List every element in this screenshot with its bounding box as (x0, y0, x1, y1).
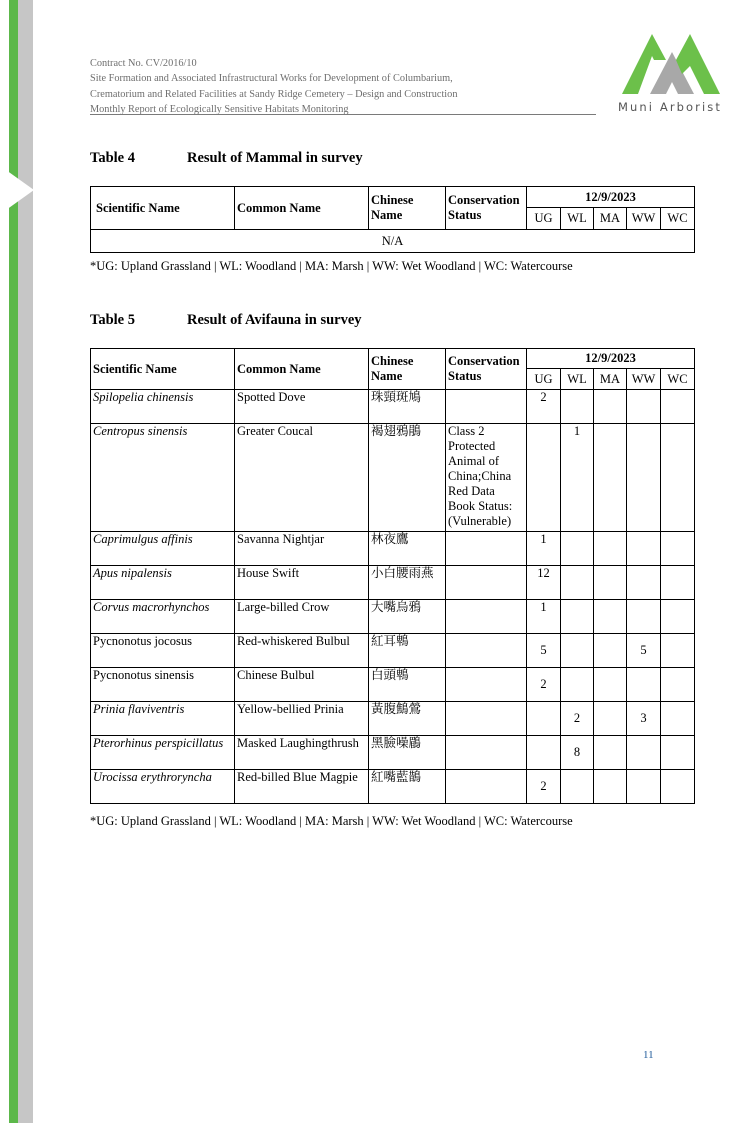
count-wc-cell (661, 770, 695, 804)
conservation-status-cell (446, 532, 527, 566)
col-ug: UG (527, 369, 561, 390)
scientific-name-cell: Urocissa erythroryncha (91, 770, 235, 804)
mammal-table (90, 186, 695, 253)
col-ma: MA (594, 208, 627, 230)
chinese-name-cell: 紅耳鵯 (369, 634, 446, 668)
col-conservation-status: Conservation Status (446, 349, 527, 390)
chinese-name-cell: 褐翅鴉鵑 (369, 424, 446, 532)
count-wc-cell (661, 634, 695, 668)
count-wc-cell (661, 668, 695, 702)
document-header (90, 56, 596, 117)
count-ww-cell: 5 (627, 634, 661, 668)
count-ww-cell (627, 770, 661, 804)
count-ug-cell (527, 424, 561, 532)
count-wc-cell (661, 736, 695, 770)
header-project-line-2: Crematorium and Related Facilities at Sandy Ridge Cemetery – Design and Construction (90, 88, 458, 100)
common-name-cell: Greater Coucal (235, 424, 369, 532)
scientific-name-cell: Spilopelia chinensis (91, 390, 235, 424)
count-wl-cell (561, 634, 594, 668)
conservation-status-cell (446, 668, 527, 702)
scientific-name-cell: Pycnonotus jocosus (91, 634, 235, 668)
col-ma: MA (594, 369, 627, 390)
table4-footnote: *UG: Upland Grassland | WL: Woodland | MA: Marsh | WW: Wet Woodland | WC: Watercourse (90, 259, 573, 273)
col-common-name: Common Name (235, 187, 369, 230)
common-name-cell: Red-whiskered Bulbul (235, 634, 369, 668)
chinese-name-cell: 珠頸斑鳩 (369, 390, 446, 424)
chinese-name-cell: 白頭鵯 (369, 668, 446, 702)
table4-caption (90, 150, 363, 167)
count-wl-cell (561, 532, 594, 566)
table-row (91, 600, 695, 634)
side-bar-grey (18, 0, 33, 1123)
header-rule (90, 114, 596, 115)
count-wl-cell (561, 390, 594, 424)
count-wl-cell: 1 (561, 424, 594, 532)
avifauna-rows (91, 390, 695, 804)
count-ug-cell: 1 (527, 532, 561, 566)
table5-title: Result of Avifauna in survey (187, 312, 362, 328)
chinese-name-cell: 大嘴烏鴉 (369, 600, 446, 634)
count-wl-cell: 8 (561, 736, 594, 770)
common-name-cell: Chinese Bulbul (235, 668, 369, 702)
count-ww-cell: 3 (627, 702, 661, 736)
count-ug-cell: 5 (527, 634, 561, 668)
header-report-line: Monthly Report of Ecologically Sensitive Habitats Monitoring (90, 103, 349, 115)
table-row (91, 634, 695, 668)
table4-title: Result of Mammal in survey (187, 150, 363, 166)
count-ug-cell: 1 (527, 600, 561, 634)
count-ug-cell: 2 (527, 390, 561, 424)
count-ww-cell (627, 600, 661, 634)
conservation-status-cell (446, 390, 527, 424)
conservation-status-cell (446, 736, 527, 770)
count-ug-cell: 12 (527, 566, 561, 600)
table-row (91, 702, 695, 736)
scientific-name-cell: Centropus sinensis (91, 424, 235, 532)
conservation-status-cell (446, 634, 527, 668)
common-name-cell: Spotted Dove (235, 390, 369, 424)
scientific-name-cell: Pterorhinus perspicillatus (91, 736, 235, 770)
scientific-name-cell: Pycnonotus sinensis (91, 668, 235, 702)
side-bar-notch (6, 170, 34, 210)
count-ww-cell (627, 424, 661, 532)
col-common-name: Common Name (235, 349, 369, 390)
col-scientific-name: Scientific Name (91, 349, 235, 390)
count-ma-cell (594, 600, 627, 634)
table5-footnote: *UG: Upland Grassland | WL: Woodland | MA: Marsh | WW: Wet Woodland | WC: Watercourse (90, 814, 573, 828)
count-ma-cell (594, 736, 627, 770)
table-row (91, 566, 695, 600)
count-ma-cell (594, 424, 627, 532)
conservation-status-cell (446, 566, 527, 600)
col-wc: WC (661, 208, 695, 230)
chinese-name-cell: 黃腹鷦鶯 (369, 702, 446, 736)
common-name-cell: Yellow-bellied Prinia (235, 702, 369, 736)
count-wl-cell (561, 600, 594, 634)
table5-caption (90, 312, 362, 329)
col-chinese-name: Chinese Name (369, 349, 446, 390)
header-contract-line: Contract No. CV/2016/10 (90, 58, 197, 69)
table-row (91, 424, 695, 532)
mammal-empty-cell: N/A (91, 230, 695, 253)
count-wl-cell (561, 770, 594, 804)
table-row (91, 770, 695, 804)
conservation-status-cell (446, 702, 527, 736)
scientific-name-cell: Corvus macrorhynchos (91, 600, 235, 634)
scientific-name-cell: Caprimulgus affinis (91, 532, 235, 566)
count-wl-cell: 2 (561, 702, 594, 736)
count-wl-cell (561, 668, 594, 702)
page-number: 11 (643, 1049, 654, 1061)
table-row (91, 668, 695, 702)
col-conservation-status: Conservation Status (446, 187, 527, 230)
count-ww-cell (627, 390, 661, 424)
table4-number: Table 4 (90, 150, 135, 166)
table-row (91, 532, 695, 566)
count-ww-cell (627, 668, 661, 702)
conservation-status-cell (446, 600, 527, 634)
col-survey-date: 12/9/2023 (527, 349, 695, 369)
count-ug-cell: 2 (527, 770, 561, 804)
col-wl: WL (561, 369, 594, 390)
col-ug: UG (527, 208, 561, 230)
conservation-status-cell (446, 770, 527, 804)
col-survey-date: 12/9/2023 (527, 187, 695, 208)
col-ww: WW (627, 208, 661, 230)
scientific-name-cell: Prinia flaviventris (91, 702, 235, 736)
count-ug-cell (527, 702, 561, 736)
col-wl: WL (561, 208, 594, 230)
table-row (91, 390, 695, 424)
count-ma-cell (594, 634, 627, 668)
logo-text: Muni Arborist (618, 100, 723, 114)
avifauna-table (90, 348, 695, 804)
count-ww-cell (627, 736, 661, 770)
count-ww-cell (627, 566, 661, 600)
chinese-name-cell: 小白腰雨燕 (369, 566, 446, 600)
count-ww-cell (627, 532, 661, 566)
count-wc-cell (661, 424, 695, 532)
chinese-name-cell: 林夜鷹 (369, 532, 446, 566)
count-wc-cell (661, 600, 695, 634)
count-wl-cell (561, 566, 594, 600)
col-wc: WC (661, 369, 695, 390)
count-wc-cell (661, 702, 695, 736)
common-name-cell: Savanna Nightjar (235, 532, 369, 566)
chinese-name-cell: 黑臉噪鶥 (369, 736, 446, 770)
col-chinese-name: Chinese Name (369, 187, 446, 230)
count-wc-cell (661, 566, 695, 600)
table-row (91, 736, 695, 770)
chinese-name-cell: 紅嘴藍鵲 (369, 770, 446, 804)
count-ug-cell: 2 (527, 668, 561, 702)
count-ma-cell (594, 390, 627, 424)
common-name-cell: House Swift (235, 566, 369, 600)
count-ma-cell (594, 702, 627, 736)
scientific-name-cell: Apus nipalensis (91, 566, 235, 600)
common-name-cell: Red-billed Blue Magpie (235, 770, 369, 804)
table5-number: Table 5 (90, 312, 135, 328)
count-ma-cell (594, 532, 627, 566)
count-wc-cell (661, 390, 695, 424)
header-project-line-1: Site Formation and Associated Infrastructural Works for Development of Columbarium, (90, 73, 453, 85)
count-ma-cell (594, 566, 627, 600)
count-ug-cell (527, 736, 561, 770)
count-ma-cell (594, 770, 627, 804)
side-bar-green (9, 0, 18, 1123)
conservation-status-cell: Class 2 Protected Animal of China;China Red Data Book Status: (Vulnerable) (446, 424, 527, 532)
common-name-cell: Masked Laughingthrush (235, 736, 369, 770)
col-ww: WW (627, 369, 661, 390)
count-wc-cell (661, 532, 695, 566)
count-ma-cell (594, 668, 627, 702)
common-name-cell: Large-billed Crow (235, 600, 369, 634)
col-scientific-name: Scientific Name (91, 187, 235, 230)
